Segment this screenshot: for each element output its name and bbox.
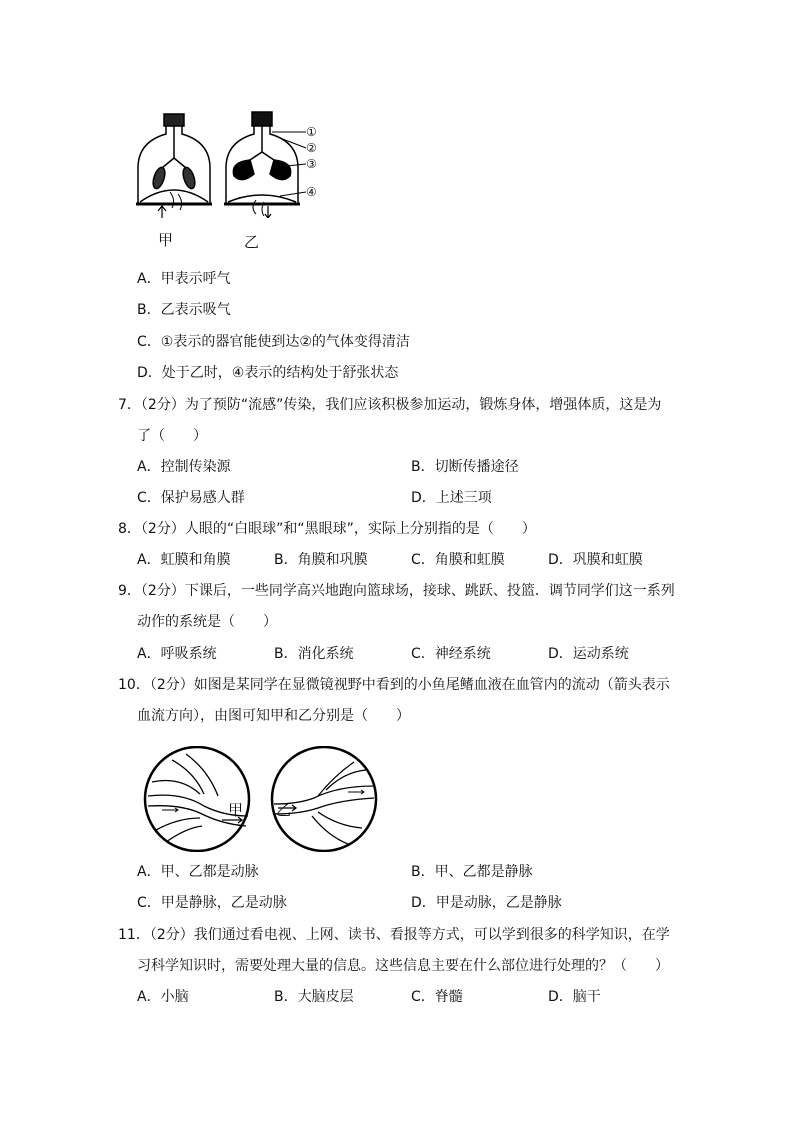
q6-option-b: B．乙表示吸气 [137,302,231,318]
q11-option-c: C．脊髓 [411,989,463,1005]
bell-jar-yi [224,112,306,218]
vessel-label-yi: 乙 [276,801,292,819]
marker-1: ① [306,125,317,139]
q11-stem-line2: 习科学知识时，需要处理大量的信息。这些信息主要在什么部位进行处理的？（ ） [137,958,669,974]
q10-stem-line1: 10．（2分）如图是某同学在显微镜视野中看到的小鱼尾鳍血液在血管内的流动（箭头表示 [118,677,670,693]
q7-stem-line1: 7．（2分）为了预防“流感”传染，我们应该积极参加运动，锻炼身体，增强体质，这是为 [118,397,662,413]
marker-2: ② [306,141,317,155]
vessel-label-jia: 甲 [228,801,244,819]
q6-option-d: D．处于乙时，④表示的结构处于舒张状态 [137,365,399,381]
vessel-circle-jia [145,747,249,851]
q11-option-d: D．脑干 [548,989,601,1005]
q9-stem-line2: 动作的系统是（ ） [137,614,277,630]
q8-option-b: B．角膜和巩膜 [274,552,368,568]
q8-stem: 8．（2分）人眼的“白眼球”和“黑眼球”，实际上分别指的是（ ） [118,521,536,537]
q8-option-a: A．虹膜和角膜 [137,552,231,568]
blood-vessel-drawing [142,746,382,852]
q7-option-d: D．上述三项 [411,490,492,506]
q8-option-d: D．巩膜和虹膜 [548,552,643,568]
q9-option-d: D．运动系统 [548,646,629,662]
q10-option-d: D．甲是动脉，乙是静脉 [411,895,562,911]
label-yi: 乙 [244,233,260,251]
q9-option-a: A．呼吸系统 [137,646,217,662]
q7-option-a: A．控制传染源 [137,459,231,475]
blood-vessel-figure [142,746,382,852]
q7-option-c: C．保护易感人群 [137,490,245,506]
q6-option-c: C．①表示的器官能使到达②的气体变得清洁 [137,334,410,350]
q11-option-a: A．小脑 [137,989,189,1005]
q10-option-a: A．甲、乙都是动脉 [137,864,259,880]
vessel-circle-yi [272,747,376,851]
q11-stem-line1: 11．（2分）我们通过看电视、上网、读书、看报等方式，可以学到很多的科学知识，在学 [118,927,670,943]
q10-option-b: B．甲、乙都是静脉 [411,864,533,880]
q8-option-c: C．角膜和虹膜 [411,552,505,568]
q9-option-c: C．神经系统 [411,646,491,662]
bell-jar-figure [130,108,330,258]
marker-4: ④ [306,185,317,199]
q10-option-c: C．甲是静脉，乙是动脉 [137,895,287,911]
q7-option-b: B．切断传播途径 [411,459,519,475]
q9-option-b: B．消化系统 [274,646,354,662]
label-jia: 甲 [158,231,174,249]
q9-stem-line1: 9．（2分）下课后，一些同学高兴地跑向篮球场，接球、跳跃、投篮．调节同学们这一系列 [118,583,675,599]
q7-stem-line2: 了（ ） [137,428,207,444]
marker-3: ③ [306,157,317,171]
q10-stem-line2: 血流方向），由图可知甲和乙分别是（ ） [137,708,410,724]
bell-jar-jia [136,114,212,218]
bell-jar-drawing [130,108,330,218]
q6-option-a: A．甲表示呼气 [137,271,231,287]
q11-option-b: B．大脑皮层 [274,989,354,1005]
